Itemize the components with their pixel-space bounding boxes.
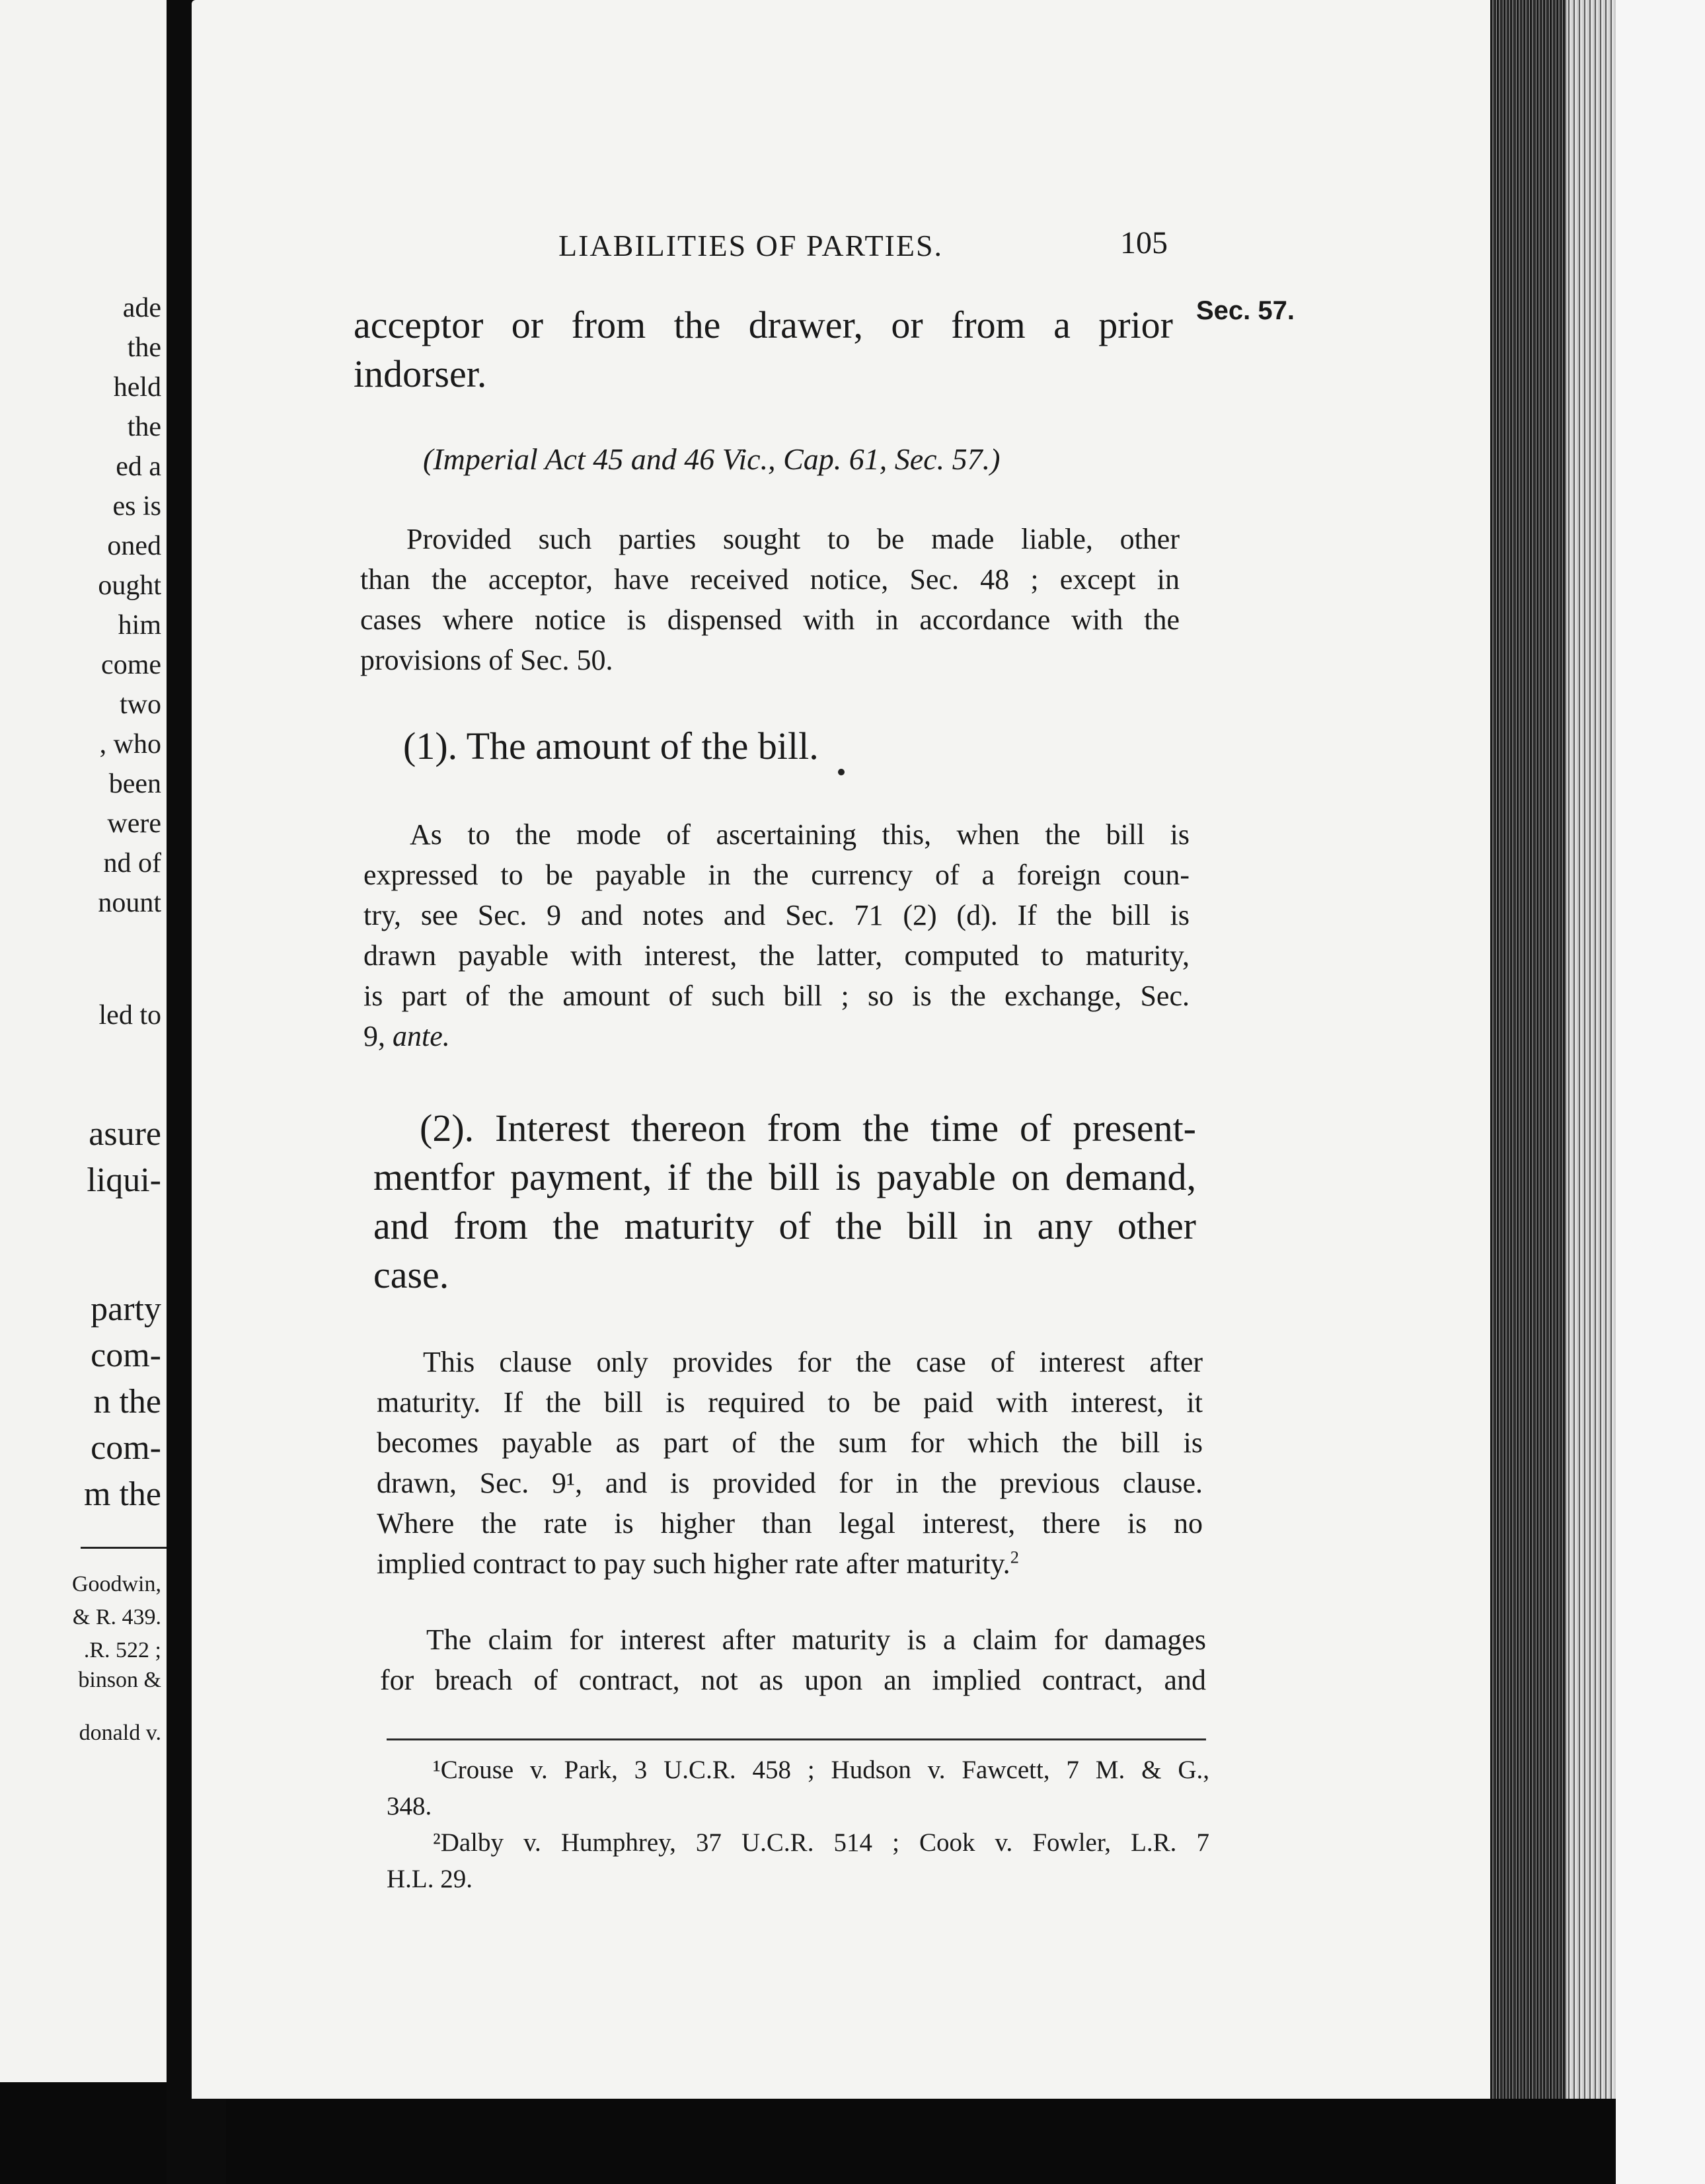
- footnote-1: ¹Crouse v. Park, 3 U.C.R. 458 ; Hudson v. Fawcett, 7 M. & G.,: [433, 1756, 1209, 1784]
- text-line: than the acceptor, have received notice, Sec. 48 ; except in: [360, 563, 1180, 596]
- text-line: indorser.: [354, 352, 487, 395]
- commentary-paragraph-2: [377, 1342, 1203, 1584]
- statute-citation: (Imperial Act 45 and 46 Vic., Cap. 61, Sec. 57.): [423, 442, 1001, 476]
- facing-page-text-fragment: binson &: [78, 1668, 161, 1692]
- facing-page-text-fragment: the: [127, 332, 161, 363]
- footnote-marker: 2: [1010, 1547, 1019, 1567]
- text-line: This clause only provides for the case of interest after: [423, 1346, 1203, 1378]
- commentary-paragraph-3: [380, 1619, 1206, 1700]
- facing-page-text-fragment: been: [108, 769, 161, 799]
- text-line: try, see Sec. 9 and notes and Sec. 71 (2) (d). If the bill is: [363, 899, 1190, 931]
- section-reference: Sec. 57.: [1196, 296, 1295, 325]
- italic-fragment: ante.: [393, 1020, 450, 1052]
- text-line: As to the mode of ascertaining this, when the bill is: [410, 818, 1190, 851]
- statute-continuation: [354, 301, 1173, 399]
- footnote-2: ²Dalby v. Humphrey, 37 U.C.R. 514 ; Cook v. Fowler, L.R. 7: [433, 1828, 1209, 1857]
- running-head: LIABILITIES OF PARTIES.: [558, 229, 944, 262]
- facing-page-text-fragment: m the: [84, 1475, 161, 1513]
- facing-page-text-fragment: liqui-: [87, 1161, 161, 1199]
- text-line: case.: [373, 1253, 449, 1296]
- commentary-paragraph-1: [363, 814, 1190, 1056]
- facing-page-text-fragment: were: [107, 808, 161, 839]
- text-line: The claim for interest after maturity is a claim for damages: [426, 1623, 1206, 1656]
- facing-page-text-fragment: com-: [91, 1429, 161, 1467]
- facing-page-text-fragment: him: [118, 610, 161, 641]
- text-fragment: implied contract to pay such higher rate after maturity.: [377, 1547, 1010, 1580]
- facing-page-text-fragment: nd of: [103, 848, 161, 878]
- facing-page-text-fragment: ed a: [116, 451, 161, 482]
- facing-page-text-fragment: the: [127, 412, 161, 442]
- page-edges-light: [1566, 0, 1616, 2099]
- clause-heading-1: (1). The amount of the bill.: [403, 724, 819, 767]
- facing-page-text-fragment: oned: [107, 531, 161, 561]
- facing-page-text-fragment: held: [113, 372, 161, 403]
- facing-page-text-fragment: & R. 439.: [72, 1605, 161, 1629]
- text-line: Provided such parties sought to be made liable, other: [406, 523, 1180, 555]
- facing-page-left: [0, 0, 167, 2082]
- footnote-divider: [387, 1738, 1206, 1740]
- facing-page-text-fragment: , who: [99, 729, 161, 760]
- text-line: drawn, Sec. 9¹, and is provided for in the previous clause.: [377, 1467, 1203, 1499]
- facing-page-text-fragment: party: [91, 1290, 161, 1328]
- page-number: 105: [1120, 225, 1168, 260]
- text-line: and from the maturity of the bill in any other: [373, 1204, 1196, 1247]
- facing-page-text-fragment: Goodwin,: [71, 1572, 161, 1596]
- facing-page-text-fragment: two: [120, 689, 161, 720]
- text-line: is part of the amount of such bill ; so is the exchange, Sec.: [363, 980, 1190, 1012]
- facing-page-text-fragment: .R. 522 ;: [83, 1638, 161, 1662]
- facing-page-text-fragment: n the: [93, 1383, 161, 1421]
- text-line: maturity. If the bill is required to be paid with interest, it: [377, 1386, 1203, 1419]
- text-line: drawn payable with interest, the latter, computed to maturity,: [363, 939, 1190, 972]
- text-line: [363, 1016, 1190, 1056]
- facing-page-text-fragment: nount: [98, 888, 161, 918]
- text-line: mentfor payment, if the bill is payable on demand,: [373, 1155, 1196, 1198]
- facing-page-text-fragment: ade: [122, 293, 161, 323]
- facing-page-footnote-divider: [81, 1547, 167, 1549]
- facing-page-text-fragment: donald v.: [79, 1721, 161, 1745]
- facing-page-text-fragment: es is: [112, 491, 161, 522]
- facing-page-text-fragment: com-: [91, 1337, 161, 1374]
- facing-page-text-fragment: led to: [98, 1000, 161, 1031]
- proviso-paragraph: [360, 519, 1180, 680]
- text-line: [377, 1543, 1203, 1584]
- text-line: Where the rate is higher than legal interest, there is no: [377, 1507, 1203, 1540]
- text-line: acceptor or from the drawer, or from a prior: [354, 303, 1173, 346]
- text-line: cases where notice is dispensed with in accordance with the: [360, 604, 1180, 636]
- text-fragment: 9,: [363, 1020, 393, 1052]
- text-line: expressed to be payable in the currency of a foreign coun-: [363, 859, 1190, 891]
- scan-margin: [1616, 0, 1705, 2184]
- print-speck: [838, 769, 845, 775]
- text-line: (2). Interest thereon from the time of present-: [420, 1107, 1196, 1150]
- facing-page-text-fragment: ought: [98, 570, 161, 601]
- facing-page-text-fragment: asure: [89, 1115, 161, 1153]
- footnote-2-cont: H.L. 29.: [387, 1865, 473, 1893]
- text-line: for breach of contract, not as upon an implied contract, and: [380, 1664, 1206, 1696]
- footnote-1-cont: 348.: [387, 1792, 432, 1820]
- text-line: becomes payable as part of the sum for which the bill is: [377, 1426, 1203, 1459]
- footnotes: [387, 1752, 1209, 1897]
- text-line: provisions of Sec. 50.: [360, 644, 613, 676]
- facing-page-text-fragment: come: [101, 650, 161, 680]
- clause-heading-2: [373, 1104, 1196, 1300]
